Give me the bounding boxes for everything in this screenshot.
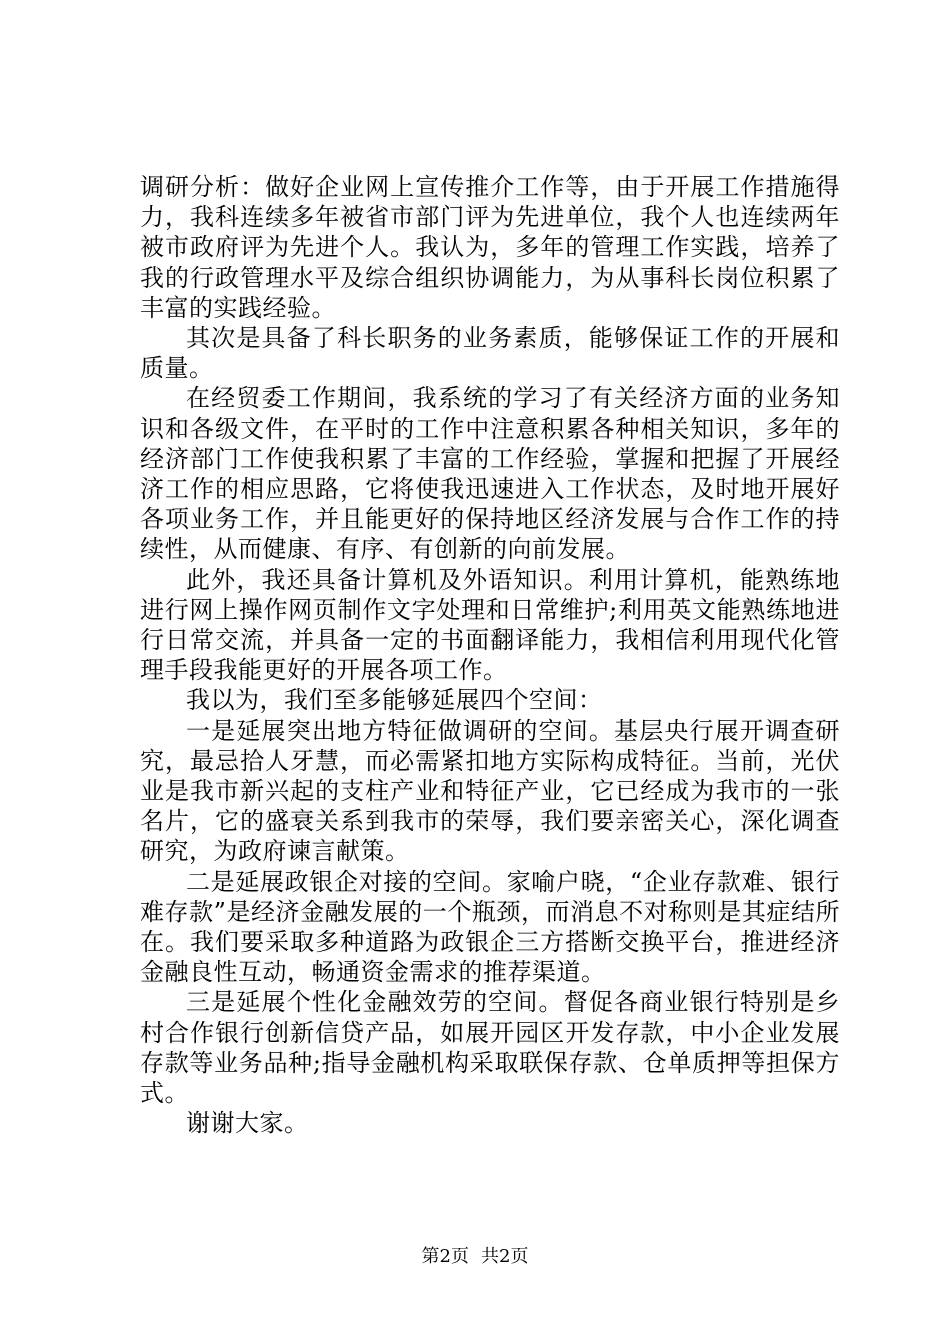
paragraph-9: 谢谢大家。	[186, 1109, 309, 1138]
paragraph-5: 我以为，我们至多能够延展四个空间：	[186, 686, 603, 715]
paragraph-1: 调研分析：做好企业网上宣传推介工作等，由于开展工作措施得力，我科连续多年被省市部门评为先进单位，我个人也连续两年被市政府评为先进个人。我认为，多年的管理工作实践，培养了我的行政管理水平及综合组织协调能力，为从事科长岗位积累了丰富的实践经验。	[140, 173, 840, 322]
page-number-current: 第2页	[421, 1246, 469, 1267]
page-footer	[0, 1246, 950, 1268]
paragraph-4: 此外，我还具备计算机及外语知识。利用计算机，能熟练地进行网上操作网页制作文字处理和日常维护;利用英文能熟练地进行日常交流，并具备一定的书面翻译能力，我相信利用现代化管理手段我能更好的开展各项工作。	[140, 565, 840, 685]
paragraph-3: 在经贸委工作期间，我系统的学习了有关经济方面的业务知识和各级文件，在平时的工作中注意积累各种相关知识，多年的经济部门工作使我积累了丰富的工作经验，掌握和把握了开展经济工作的相应思路，它将使我迅速进入工作状态，及时地开展好各项业务工作，并且能更好的保持地区经济发展与合作工作的持续性，从而健康、有序、有创新的向前发展。	[140, 384, 840, 564]
page-number-total: 共2页	[481, 1246, 529, 1267]
paragraph-2: 其次是具备了科长职务的业务素质，能够保证工作的开展和质量。	[140, 324, 840, 383]
document-body	[140, 172, 840, 1139]
paragraph-6: 一是延展突出地方特征做调研的空间。基层央行展开调查研究，最忌拾人牙慧，而必需紧扣地方实际构成特征。当前，光伏业是我市新兴起的支柱产业和特征产业，它已经成为我市的一张名片，它的盛衰关系到我市的荣辱，我们要亲密关心，深化调查研究，为政府谏言献策。	[140, 716, 840, 866]
paragraph-8: 三是延展个性化金融效劳的空间。督促各商业银行特别是乡村合作银行创新信贷产品，如展开园区开发存款，中小企业发展存款等业务品种;指导金融机构采取联保存款、仓单质押等担保方式。	[140, 988, 840, 1108]
paragraph-7: 二是延展政银企对接的空间。家喻户晓，“企业存款难、银行难存款”是经济金融发展的一个瓶颈，而消息不对称则是其症结所在。我们要采取多种道路为政银企三方搭断交换平台，推进经济金融良性互动，畅通资金需求的推荐渠道。	[140, 867, 840, 987]
